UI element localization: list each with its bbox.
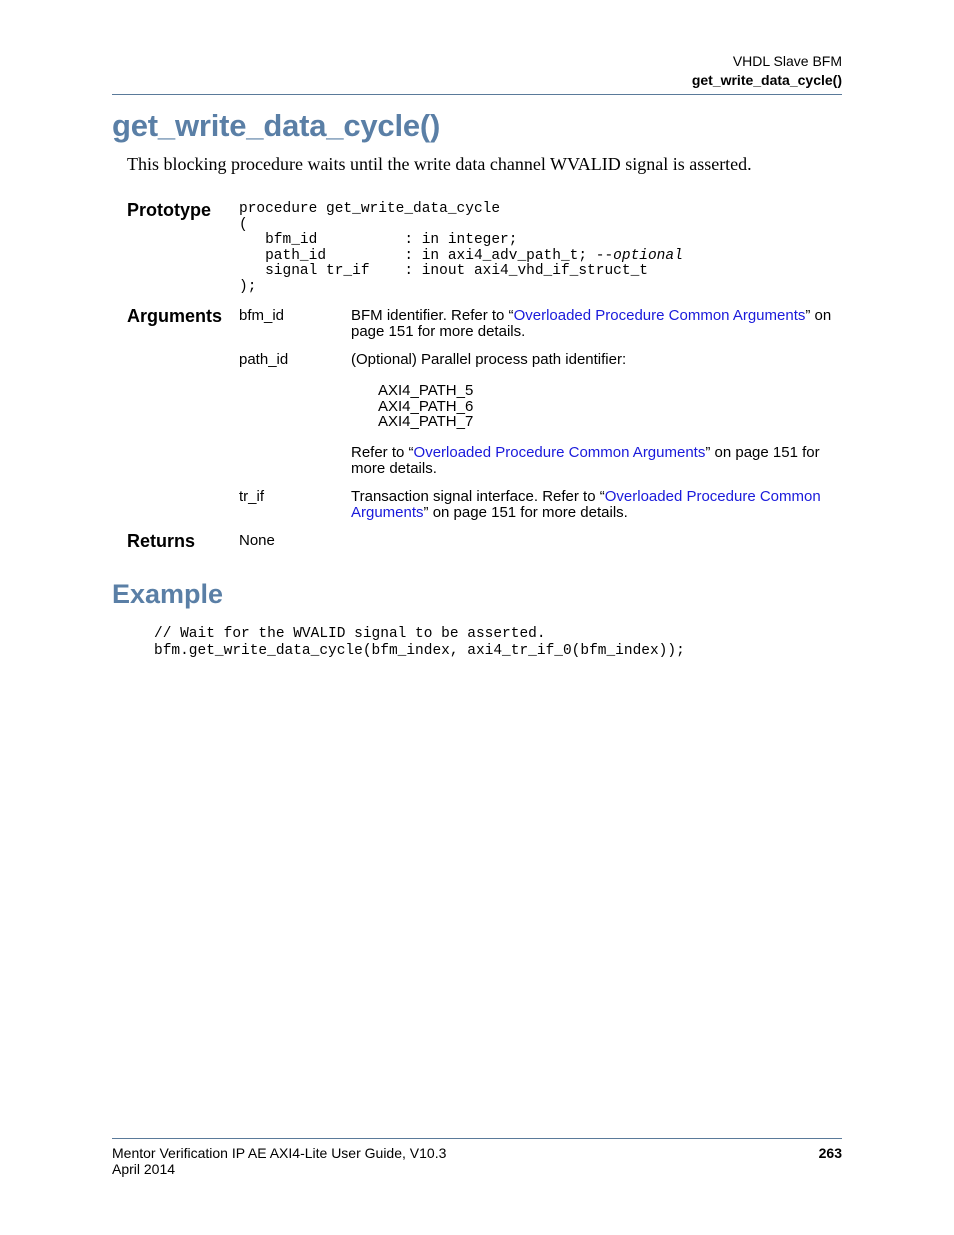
arg-name-bfm-id: bfm_id xyxy=(239,307,285,324)
example-code-block xyxy=(154,626,685,660)
prototype-line: signal tr_if : inout axi4_vhd_if_struct_t xyxy=(239,263,648,279)
desc-text: ” on page 151 for more details. xyxy=(423,504,628,521)
link-overloaded-procedure-common-arguments[interactable]: Overloaded Procedure Common Arguments xyxy=(351,488,821,521)
returns-label: Returns xyxy=(127,531,196,551)
prototype-line: bfm_id : in integer; xyxy=(239,232,518,248)
prototype-line: ( xyxy=(239,216,248,233)
arg-desc-bfm-id xyxy=(351,308,843,340)
arg-name-path-id: path_id xyxy=(239,351,289,368)
header-rule xyxy=(112,94,842,95)
prototype-line: ); xyxy=(239,278,257,295)
example-heading: Example xyxy=(112,579,224,609)
footer-date: April 2014 xyxy=(112,1161,176,1177)
arg-desc-path-id-intro: (Optional) Parallel process path identifier: xyxy=(351,351,627,368)
returns-value: None xyxy=(239,532,275,549)
prototype-line-path-id xyxy=(239,249,683,265)
arg-desc-path-id-refer xyxy=(351,445,843,477)
running-header-section: VHDL Slave BFM xyxy=(732,53,842,69)
arguments-label: Arguments xyxy=(127,306,223,326)
page-title: get_write_data_cycle() xyxy=(112,108,441,143)
prototype-label: Prototype xyxy=(127,200,212,220)
link-overloaded-procedure-common-arguments[interactable]: Overloaded Procedure Common Arguments xyxy=(513,307,806,324)
running-header-topic: get_write_data_cycle() xyxy=(691,72,842,88)
desc-text: BFM identifier. Refer to “ xyxy=(351,307,514,324)
page-number: 263 xyxy=(818,1145,842,1161)
prototype-line: procedure get_write_data_cycle xyxy=(239,201,501,217)
footer-guide-title: Mentor Verification IP AE AXI4-Lite User Guide, V10.3 xyxy=(112,1145,447,1161)
example-code-line: // Wait for the WVALID signal to be asserted. xyxy=(154,626,546,642)
desc-text: ” on page 151 for more details. xyxy=(351,307,832,340)
path-id-value: AXI4_PATH_6 xyxy=(378,397,474,415)
path-id-value: AXI4_PATH_5 xyxy=(378,382,474,399)
desc-text: ” on page 151 for more details. xyxy=(351,444,820,477)
arg-name-tr-if: tr_if xyxy=(239,488,265,505)
footer-rule xyxy=(112,1138,842,1139)
desc-text: Transaction signal interface. Refer to “ xyxy=(351,488,605,505)
path-id-values-list xyxy=(378,383,473,430)
path-id-value: AXI4_PATH_7 xyxy=(378,413,474,430)
intro-paragraph: This blocking procedure waits until the write data channel WVALID signal is asserted. xyxy=(127,154,752,174)
example-code-line: bfm.get_write_data_cycle(bfm_index, axi4_tr_if_0(bfm_index)); xyxy=(154,643,685,659)
prototype-line-text: path_id : in axi4_adv_path_t; -- xyxy=(239,247,614,264)
optional-comment: optional xyxy=(613,247,683,264)
arg-desc-tr-if xyxy=(351,489,843,521)
prototype-code-block xyxy=(239,202,683,295)
link-overloaded-procedure-common-arguments[interactable]: Overloaded Procedure Common Arguments xyxy=(413,444,706,461)
desc-text: Refer to “ xyxy=(351,444,414,461)
